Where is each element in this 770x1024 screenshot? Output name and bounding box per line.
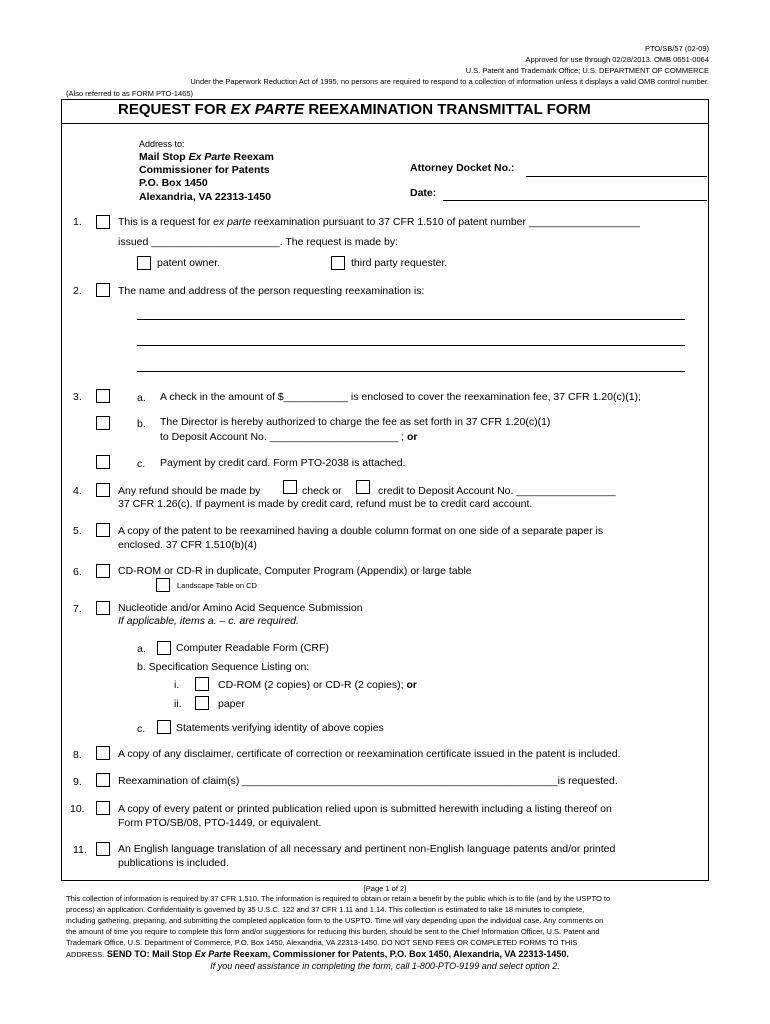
item-8-checkbox[interactable] [96,746,110,760]
item-7c-text: Statements verifying identity of above copies [176,722,384,734]
refund-check-checkbox[interactable] [283,480,297,494]
form-title: REQUEST FOR EX PARTE REEXAMINATION TRANSMITTAL FORM [118,101,591,118]
address-line-1: Mail Stop Ex Parte Reexam [139,151,274,163]
item-11-text-2: publications is included. [118,857,229,869]
page-number: [Page 1 of 2] [363,884,407,893]
item-2-checkbox[interactable] [96,283,110,297]
item-10-text-2: Form PTO/SB/08, PTO-1449, or equivalent. [118,817,322,829]
address-to-label: Address to: [139,139,185,149]
item-3a-text: A check in the amount of $___________ is enclosed to cover the reexamination fee, 37 CFR 1.20(c)(1); [160,391,641,403]
item-3c-letter: c. [137,458,146,470]
item-3c-checkbox[interactable] [96,455,110,469]
footer-line-4: the amount of time you require to complete this form and/or suggestions for reducing this burden, should be sent to the Chief Information Officer, U.S. Patent and [66,927,600,936]
item-2-text: The name and address of the person requesting reexamination is: [118,285,425,297]
item-6-number: 6. [73,566,82,578]
item-7-number: 7. [73,603,82,615]
item-11-number: 11. [73,844,87,856]
date-field[interactable] [443,200,707,201]
paperwork-notice: Under the Paperwork Reduction Act of 1995, no persons are required to respond to a collection of information unless it displays a valid OMB control number. [190,77,709,86]
item-11-text-1: An English language translation of all necessary and pertinent non-English language patents and/or printed [118,843,616,855]
item-4-text-post: credit to Deposit Account No. _________________ [378,485,616,497]
item-5-number: 5. [73,525,82,537]
item-7-text-1: Nucleotide and/or Amino Acid Sequence Submission [118,602,363,614]
footer-line-3: including gathering, preparing, and submitting the completed application form to the USPTO. Time will vary depending upon the individual case. Any comments on [66,916,604,925]
item-7bi-checkbox[interactable] [195,677,209,691]
requester-line-1[interactable] [137,319,685,320]
item-1-issued: issued ______________________. The request is made by: [118,236,399,248]
docket-field[interactable] [526,176,707,177]
item-9-checkbox[interactable] [96,773,110,787]
item-7a-checkbox[interactable] [157,641,171,655]
item-4-number: 4. [73,485,82,497]
item-3b-text-2: to Deposit Account No. ______________________ ; or [160,431,418,443]
item-3c-text: Payment by credit card. Form PTO-2038 is attached. [160,457,406,469]
item-1-number: 1. [73,216,82,228]
address-line-4: Alexandria, VA 22313-1450 [139,191,271,203]
footer-line-5: Trademark Office, U.S. Department of Commerce, P.O. Box 1450, Alexandria, VA 22313-1450. DO NOT SEND FEES OR COMPLETED FORMS TO THIS [66,938,578,947]
landscape-table-label: Landscape Table on CD [177,581,257,590]
item-5-text-1: A copy of the patent to be reexamined having a double column format on one side of a separate paper is [118,525,604,537]
landscape-table-checkbox[interactable] [156,578,170,592]
item-3a-letter: a. [137,392,146,404]
third-party-label: third party requester. [351,257,448,269]
item-7a-letter: a. [137,643,146,655]
patent-owner-label: patent owner. [157,257,221,269]
item-11-checkbox[interactable] [96,842,110,856]
item-9-text: Reexamination of claim(s) ______________________________________________________is requested. [118,775,618,787]
also-referred: (Also referred to as FORM PTO-1465) [66,89,193,98]
form-id: PTO/SB/57 (02-09) [644,44,709,53]
item-10-number: 10. [70,803,85,815]
item-2-number: 2. [73,285,82,297]
approval-line: Approved for use through 02/28/2013. OMB 0651-0064 [525,55,709,64]
item-7bi-letter: i. [174,679,180,691]
item-5-checkbox[interactable] [96,523,110,537]
item-7b-text: b. Specification Sequence Listing on: [137,661,310,673]
date-label: Date: [410,187,437,199]
item-4-text-line2: 37 CFR 1.26(c). If payment is made by credit card, refund must be to credit card account. [118,498,533,510]
item-7bi-text: CD-ROM (2 copies) or CD-R (2 copies); or [218,679,417,691]
item-3b-checkbox[interactable] [96,416,110,430]
refund-deposit-checkbox[interactable] [356,480,370,494]
item-7bii-checkbox[interactable] [195,696,209,710]
third-party-checkbox[interactable] [331,256,345,270]
requester-line-3[interactable] [137,371,685,372]
item-10-checkbox[interactable] [96,801,110,815]
item-8-text: A copy of any disclaimer, certificate of correction or reexamination certificate issued in the patent is included. [118,748,621,760]
item-3b-text-1: The Director is hereby authorized to charge the fee as set forth in 37 CFR 1.20(c)(1) [160,416,551,428]
docket-label: Attorney Docket No.: [410,162,515,174]
item-6-text: CD-ROM or CD-R in duplicate, Computer Program (Appendix) or large table [118,565,472,577]
item-6-checkbox[interactable] [96,564,110,578]
item-7bii-text: paper [218,698,245,710]
footer-assistance: If you need assistance in completing the form, call 1-800-PTO-9199 and select option 2. [210,961,560,971]
item-4-checkbox[interactable] [96,483,110,497]
item-3a-checkbox[interactable] [96,389,110,403]
item-5-text-2: enclosed. 37 CFR 1.510(b)(4) [118,539,257,551]
item-4-text-pre: Any refund should be made by [118,485,261,497]
item-7-text-2: If applicable, items a. – c. are required. [118,615,299,627]
item-4-text-mid: check or [302,485,342,497]
patent-owner-checkbox[interactable] [137,256,151,270]
item-7-checkbox[interactable] [96,601,110,615]
address-line-3: P.O. Box 1450 [139,177,208,189]
item-9-number: 9. [73,776,82,788]
item-7c-letter: c. [137,723,146,735]
item-1-text: This is a request for ex parte reexamination pursuant to 37 CFR 1.510 of patent number ___________________ [118,216,640,228]
item-7bii-letter: ii. [174,698,182,710]
item-3-number: 3. [73,391,82,403]
footer-line-1: This collection of information is required by 37 CFR 1.510. The information is required to obtain or retain a benefit by the public which is to file (and by the USPTO to [66,894,611,903]
requester-line-2[interactable] [137,345,685,346]
office-line: U.S. Patent and Trademark Office; U.S. DEPARTMENT OF COMMERCE [465,66,709,75]
footer-line-2: process) an application. Confidentiality is governed by 35 U.S.C. 122 and 37 CFR 1.11 and 1.14. This collection is estimated to take 18 minutes to complete, [66,905,585,914]
item-1-checkbox[interactable] [96,215,110,229]
item-7a-text: Computer Readable Form (CRF) [176,642,329,654]
address-line-2: Commissioner for Patents [139,164,270,176]
item-3b-letter: b. [137,418,146,430]
item-7c-checkbox[interactable] [157,720,171,734]
footer-line-6: ADDRESS. SEND TO: Mail Stop Ex Parte Reexam, Commissioner for Patents, P.O. Box 1450, Alexandria, VA 22313-1450. [66,949,569,959]
item-8-number: 8. [73,749,82,761]
item-10-text-1: A copy of every patent or printed publication relied upon is submitted herewith including a listing thereof on [118,803,612,815]
